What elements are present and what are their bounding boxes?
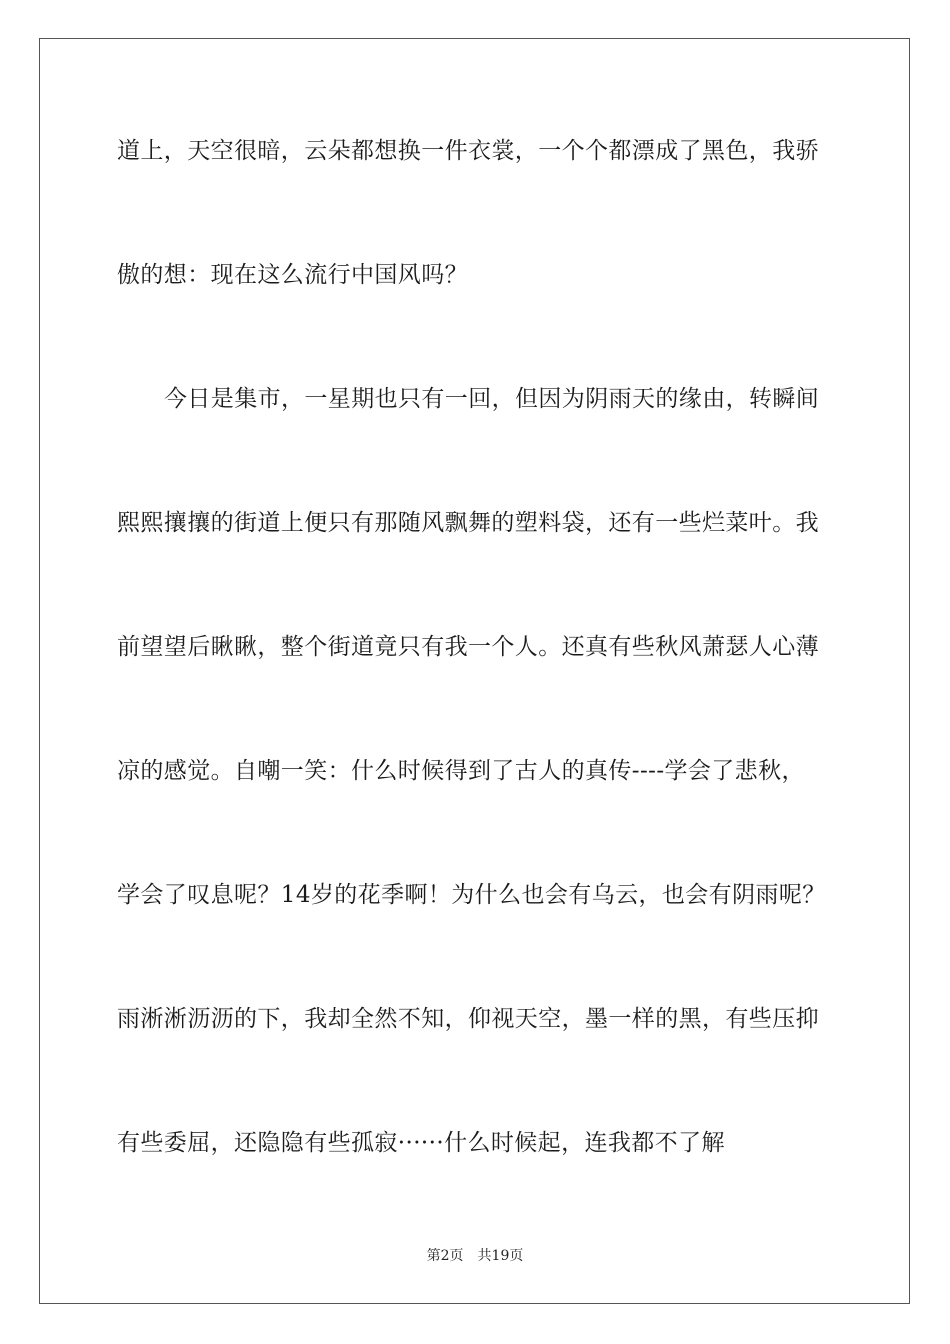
text-line: 熙熙攘攘的街道上便只有那随风飘舞的塑料袋，还有一些烂菜叶。我 [117,510,819,536]
text-line: 有些委屈，还隐隐有些孤寂······什么时候起，连我都不了解 [117,1130,725,1156]
text-line: 傲的想：现在这么流行中国风吗？ [117,262,468,288]
text-line: 凉的感觉。自嘲一笑：什么时候得到了古人的真传----学会了悲秋， [117,758,805,784]
paragraph-first-line: 今日是集市，一星期也只有一回，但因为阴雨天的缘由，转瞬间 [164,386,820,412]
page-number: 第2页 [426,1248,464,1264]
page-footer [0,1247,950,1265]
text-line: 道上，天空很暗，云朵都想换一件衣裳，一个个都漂成了黑色，我骄 [117,138,819,164]
page-total: 共19页 [477,1248,524,1264]
text-line: 学会了叹息呢？14岁的花季啊！为什么也会有乌云，也会有阴雨呢？ [117,882,826,908]
page-border [39,38,910,1304]
text-line: 雨淅淅沥沥的下，我却全然不知，仰视天空，墨一样的黑，有些压抑 [117,1006,819,1032]
text-line: 前望望后瞅瞅，整个街道竟只有我一个人。还真有些秋风萧瑟人心薄 [117,634,819,660]
